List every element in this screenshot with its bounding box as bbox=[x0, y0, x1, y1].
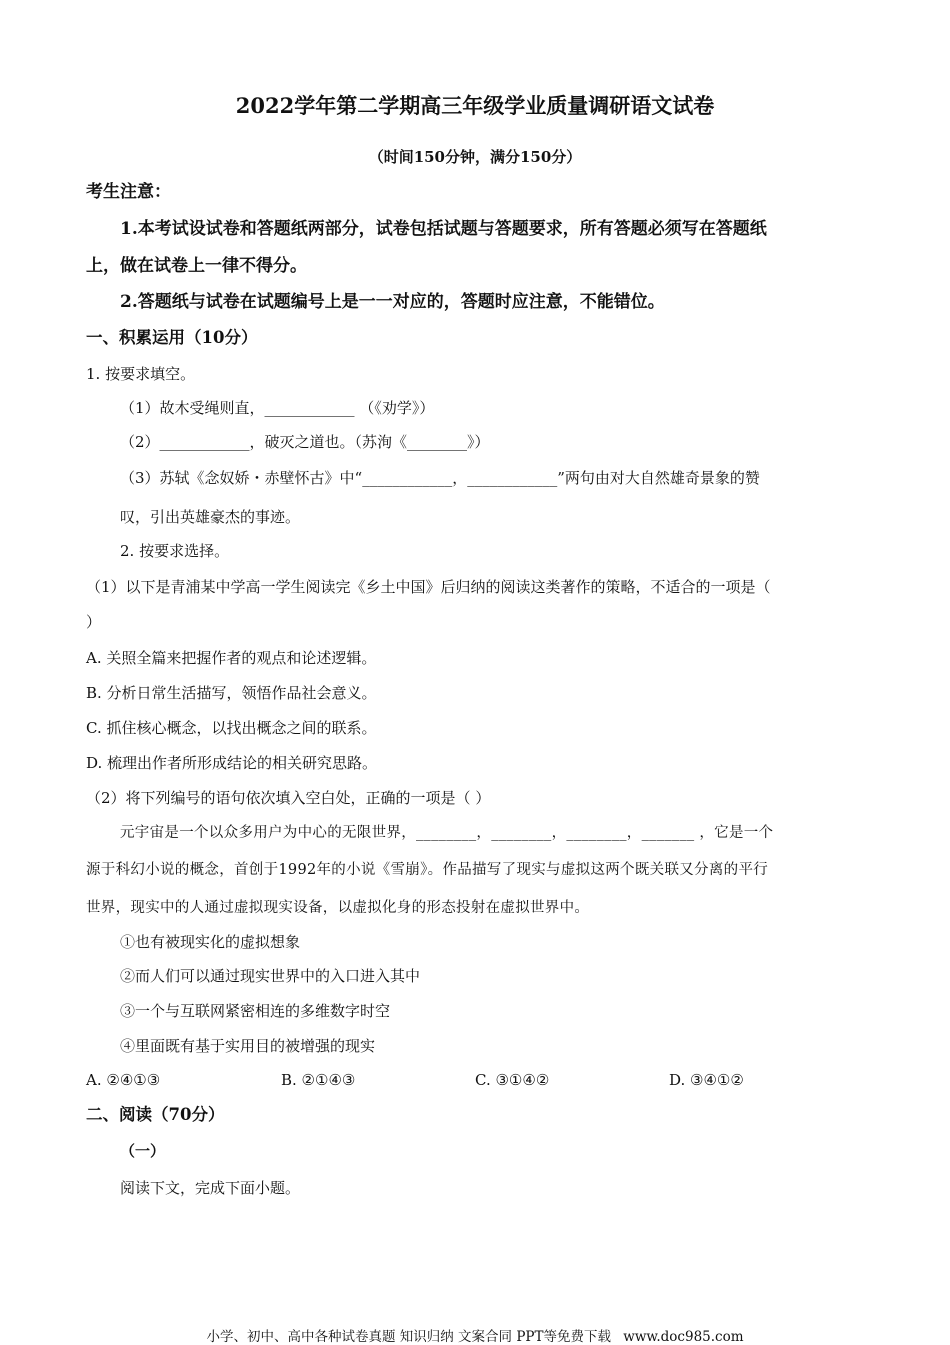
question-1-label: 1. 按要求填空。 bbox=[86, 365, 196, 383]
answer-a: A. ②④①③ bbox=[86, 1071, 161, 1089]
notice-heading: 考生注意： bbox=[86, 182, 171, 202]
sentence-4: ④里面既有基于实用目的被增强的现实 bbox=[120, 1037, 376, 1055]
answer-c: C. ③①④② bbox=[475, 1071, 550, 1089]
section-1-heading: 一、积累运用（10分） bbox=[86, 328, 258, 347]
option-d: D. 梳理出作者所形成结论的相关研究思路。 bbox=[86, 754, 378, 772]
option-b: B. 分析日常生活描写，领悟作品社会意义。 bbox=[86, 684, 377, 702]
page-title: 2022学年第二学期高三年级学业质量调研语文试卷 bbox=[235, 93, 715, 118]
question-2-2-stem: （2）将下列编号的语句依次填入空白处，正确的一项是（ ） bbox=[86, 789, 491, 807]
section-2-heading: 二、阅读（70分） bbox=[86, 1105, 225, 1124]
option-a: A. 关照全篇来把握作者的观点和论述逻辑。 bbox=[86, 649, 377, 667]
answer-b: B. ②①④③ bbox=[281, 1071, 356, 1089]
reading-instruction: 阅读下文，完成下面小题。 bbox=[120, 1179, 301, 1197]
answer-d: D. ③④①② bbox=[669, 1071, 744, 1089]
footer bbox=[0, 1325, 950, 1345]
passage-line-2: 源于科幻小说的概念，首创于1992年的小说《雪崩》。作品描写了现实与虚拟这两个既关联又分离的平行 bbox=[86, 862, 769, 878]
sentence-3: ③一个与互联网紧密相连的多维数字时空 bbox=[120, 1002, 391, 1020]
exam-duration-note: （时间150分钟，满分150分） bbox=[368, 148, 582, 166]
question-2-1-stem-cont: ） bbox=[86, 613, 102, 631]
option-c: C. 抓住核心概念，以找出概念之间的联系。 bbox=[86, 719, 377, 737]
question-2-1-stem: （1）以下是青浦某中学高一学生阅读完《乡土中国》后归纳的阅读这类著作的策略，不适合的一项是（ bbox=[86, 578, 771, 596]
question-1-3: （3）苏轼《念奴娇・赤壁怀古》中“____________，____________”两句由对大自然雄奇景象的赞 bbox=[120, 469, 760, 487]
sentence-1: ①也有被现实化的虚拟想象 bbox=[120, 933, 301, 951]
notice-item-1-cont: 上，做在试卷上一律不得分。 bbox=[86, 256, 307, 276]
question-1-1: （1）故木受绳则直，____________ （《劝学》） bbox=[120, 399, 435, 417]
question-1-2: （2）____________，破灭之道也。（苏洵《________》） bbox=[120, 433, 490, 451]
section-2-part-1: （一） bbox=[120, 1142, 166, 1160]
question-1-3-cont: 叹，引出英雄豪杰的事迹。 bbox=[120, 508, 301, 526]
passage-line-1: 元宇宙是一个以众多用户为中心的无限世界，________，________，________，_______ ，它是一个 bbox=[120, 825, 774, 841]
passage-line-3: 世界，现实中的人通过虚拟现实设备，以虚拟化身的形态投射在虚拟世界中。 bbox=[86, 900, 590, 916]
notice-item-2: 2.答题纸与试卷在试题编号上是一一对应的，答题时应注意，不能错位。 bbox=[120, 292, 665, 312]
sentence-2: ②而人们可以通过现实世界中的入口进入其中 bbox=[120, 967, 421, 985]
footer-link[interactable]: www.doc985.com bbox=[623, 1329, 744, 1345]
footer-text: 小学、初中、高中各种试卷真题 知识归纳 文案合同 PPT等免费下载 bbox=[206, 1329, 611, 1345]
notice-item-1: 1.本考试设试卷和答题纸两部分，试卷包括试题与答题要求，所有答题必须写在答题纸 bbox=[120, 219, 767, 239]
question-2-label: 2. 按要求选择。 bbox=[120, 542, 230, 560]
